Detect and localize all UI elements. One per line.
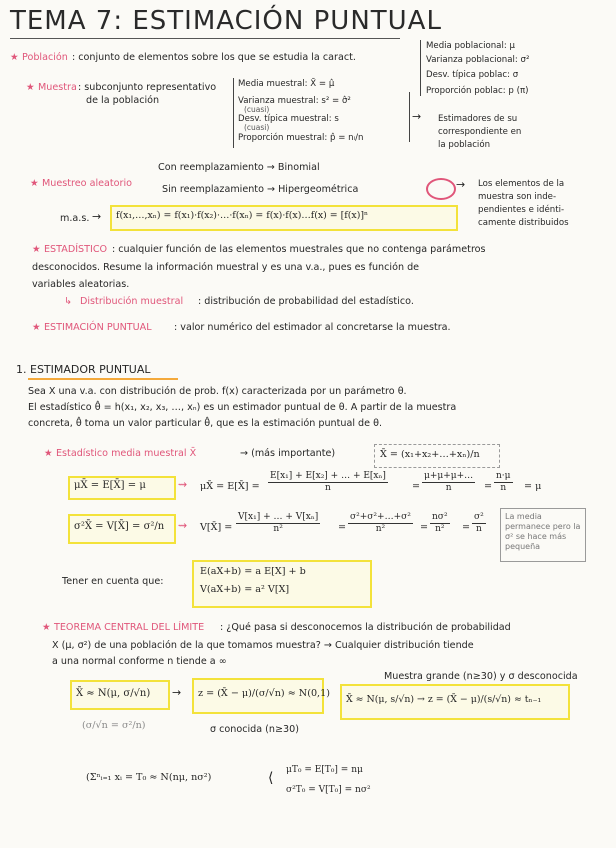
- eq1-den-2: n: [445, 483, 452, 493]
- equals: =: [338, 522, 347, 533]
- prop-variance: V(aX+b) = a² V[X]: [200, 584, 290, 595]
- eq2-num-3: nσ²: [432, 512, 448, 522]
- circle-highlight: [426, 178, 456, 200]
- equals: =: [484, 481, 493, 492]
- distribucion-label: Distribución muestral: [80, 296, 184, 307]
- mas-formula: f(x₁,…,xₙ) = f(x₁)·f(x₂)·…·f(xₙ) = f(x)·f(x)…f(x) = [f(x)]ⁿ: [116, 210, 369, 221]
- eq2-den-4: n: [475, 524, 482, 534]
- eq2-frac-4: [472, 512, 486, 535]
- squiggle-arrow-icon: ⇝: [178, 519, 188, 532]
- arrow-right-icon: →: [412, 110, 422, 123]
- mas-note-3: pendientes e idénti-: [478, 205, 565, 215]
- stat-desv: Desv. típica muestral: s: [238, 114, 339, 124]
- equals: =: [462, 522, 471, 533]
- tcl-box-3-text: X̄ ≈ N(μ, s/√n) → z = (X̄ − μ)/(s/√n) ≈ tₙ₋₁: [346, 694, 542, 705]
- estadistico-line-3: variables aleatorias.: [32, 279, 130, 290]
- tcl-line-2: X (μ, σ²) de una población de la que tomamos muestra? → Cualquier distribución tiende: [52, 640, 474, 651]
- eq1-den-3: n: [500, 483, 507, 493]
- tcl-line-1: : ¿Qué pasa si desconocemos la distribución de probabilidad: [220, 622, 511, 633]
- eq1-num-1: E[x₁] + E[x₂] + … + E[xₙ]: [270, 471, 386, 481]
- star-icon: ★: [32, 244, 41, 255]
- poblacion-brace: [420, 40, 421, 96]
- mas-note-1: Los elementos de la: [478, 179, 565, 189]
- tcl-box-2-text: z = (X̄ − μ)/(σ/√n) ≈ N(0,1): [198, 688, 330, 699]
- eq2-den-1: n²: [273, 524, 283, 534]
- param-desv: Desv. típica poblac: σ: [426, 70, 519, 80]
- muestra-brace: [233, 78, 234, 148]
- mas-abbr: m.a.s.: [60, 213, 90, 224]
- star-icon: ★: [10, 52, 19, 63]
- arrow-right-icon: ↳: [64, 296, 73, 307]
- eq2-num-2: σ²+σ²+…+σ²: [350, 512, 411, 522]
- stat-varianza: Varianza muestral: s² = σ̂²: [238, 96, 351, 106]
- prop-expectation: E(aX+b) = a E[X] + b: [200, 566, 306, 577]
- eq1-result: = μ: [524, 481, 542, 492]
- eq2-frac-1: [236, 512, 320, 535]
- param-media: Media poblacional: μ: [426, 41, 515, 51]
- distribucion-def: : distribución de probabilidad del estadístico.: [198, 296, 414, 307]
- arrow-right-icon: →: [172, 686, 182, 699]
- estimadores-note-1: Estimadores de su: [438, 114, 518, 124]
- tcl-line-3: a una normal conforme n tiende a ∞: [52, 656, 227, 667]
- estimadores-note-2: correspondiente en: [438, 127, 522, 137]
- estadistico-line-1: : cualquier función de las elementos muestrales que no contenga parámetros: [112, 244, 486, 255]
- page-title: TEMA 7: ESTIMACIÓN PUNTUAL: [10, 6, 442, 36]
- eq2-frac-3: [430, 512, 450, 535]
- eq2-den-3: n²: [435, 524, 445, 534]
- stat-proporcion: Proporción muestral: p̂ = nᵢ/n: [238, 133, 364, 143]
- stat-cuasi-1: (cuasi): [244, 105, 270, 114]
- estimadores-note-3: la población: [438, 140, 491, 150]
- mas-sin: Sin reemplazamiento → Hipergeométrica: [162, 184, 359, 195]
- eq1-frac-1: [268, 471, 388, 494]
- mas-con: Con reemplazamiento → Binomial: [158, 162, 320, 173]
- eq2-a: V[X̄] =: [200, 522, 233, 533]
- star-icon: ★: [32, 322, 41, 333]
- muestra-def2: de la población: [86, 95, 160, 106]
- left-angle-icon: ⟨: [268, 770, 274, 786]
- eq1-num-3: n·μ: [496, 471, 511, 481]
- tcl-box-1-text: X̄ ≈ N(μ, σ/√n): [76, 688, 151, 699]
- sec1-p1: Sea X una v.a. con distribución de prob. f(x) caracterizada por un parámetro θ.: [28, 386, 407, 397]
- equals: =: [412, 481, 421, 492]
- equals: =: [420, 522, 429, 533]
- section-heading: 1. ESTIMADOR PUNTUAL: [16, 363, 151, 376]
- heading-underline: [28, 378, 178, 380]
- mean-box-text: μX̄ = E[X̄] = μ: [74, 480, 146, 491]
- stat-media: Media muestral: X̄ = μ̂: [238, 79, 335, 89]
- eq2-frac-2: [348, 512, 413, 535]
- media-label: Estadístico media muestral X̄: [56, 448, 197, 459]
- stats-brace-right: [405, 92, 410, 142]
- eq2-num-4: σ²: [474, 512, 484, 522]
- poblacion-def: : conjunto de elementos sobre los que se estudia la caract.: [72, 52, 356, 63]
- sum-formula: (Σⁿᵢ₌₁ xᵢ = T₀ ≈ N(nμ, nσ²): [86, 772, 212, 783]
- eq1-a: μX̄ = E[X̄] =: [200, 481, 260, 492]
- star-icon: ★: [44, 448, 53, 459]
- muestra-label: Muestra: [38, 82, 77, 93]
- mas-note-2: muestra son inde-: [478, 192, 557, 202]
- arrow-right-icon: →: [92, 210, 102, 223]
- sum-mean: μT₀ = E[T₀] = nμ: [286, 765, 363, 775]
- stat-cuasi-2: (cuasi): [244, 123, 270, 132]
- poblacion-label: Población: [22, 52, 68, 63]
- side-note: La media permanece pero la σ² se hace más pequeña: [505, 512, 581, 551]
- sec1-p3: concreta, θ̂ toma un valor particular θ̂, que es la estimación puntual de θ.: [28, 418, 383, 429]
- eq1-frac-3: [494, 471, 513, 494]
- estadistico-line-2: desconocidos. Resume la información muestral y es una v.a., pues es función de: [32, 262, 420, 273]
- param-proporcion: Proporción poblac: p (π): [426, 86, 529, 96]
- star-icon: ★: [30, 178, 39, 189]
- tener-label: Tener en cuenta que:: [62, 576, 164, 587]
- tcl-label: TEOREMA CENTRAL DEL LÍMITE: [54, 622, 205, 633]
- eq1-num-2: μ+μ+μ+…: [424, 471, 474, 481]
- mas-label: Muestreo aleatorio: [42, 178, 133, 189]
- param-varianza: Varianza poblacional: σ²: [426, 55, 530, 65]
- muestra-def1: : subconjunto representativo: [78, 82, 217, 93]
- sum-variance: σ²T₀ = V[T₀] = nσ²: [286, 785, 371, 795]
- eq2-num-1: V[x₁] + … + V[xₙ]: [238, 512, 319, 522]
- media-note: → (más importante): [240, 448, 336, 459]
- eq2-den-2: n²: [375, 524, 386, 534]
- star-icon: ★: [26, 82, 35, 93]
- mas-note-4: camente distribuidos: [478, 218, 569, 228]
- title-underline: [10, 38, 400, 39]
- estimacion-label: ESTIMACIÓN PUNTUAL: [44, 322, 152, 333]
- arrow-right-icon: →: [456, 178, 466, 191]
- estadistico-label: ESTADÍSTICO: [44, 244, 108, 255]
- xbar-def: X̄ = (x₁+x₂+…+xₙ)/n: [380, 449, 480, 460]
- sigma-conocida: σ conocida (n≥30): [210, 724, 299, 735]
- big-sample-note: Muestra grande (n≥30) y σ desconocida: [384, 671, 578, 682]
- star-icon: ★: [42, 622, 51, 633]
- sec1-p2: El estadístico θ̂ = h(x₁, x₂, x₃, …, xₙ) es un estimador puntual de θ. A partir de la muestra: [28, 402, 457, 413]
- eq1-den-1: n: [325, 483, 331, 493]
- variance-box-text: σ²X̄ = V[X̄] = σ²/n: [74, 521, 165, 532]
- eq1-frac-2: [422, 471, 475, 494]
- estimacion-def: : valor numérico del estimador al concretarse la muestra.: [174, 322, 451, 333]
- frac-note: (σ/√n = σ²/n): [82, 720, 146, 731]
- squiggle-arrow-icon: ⇝: [178, 478, 188, 491]
